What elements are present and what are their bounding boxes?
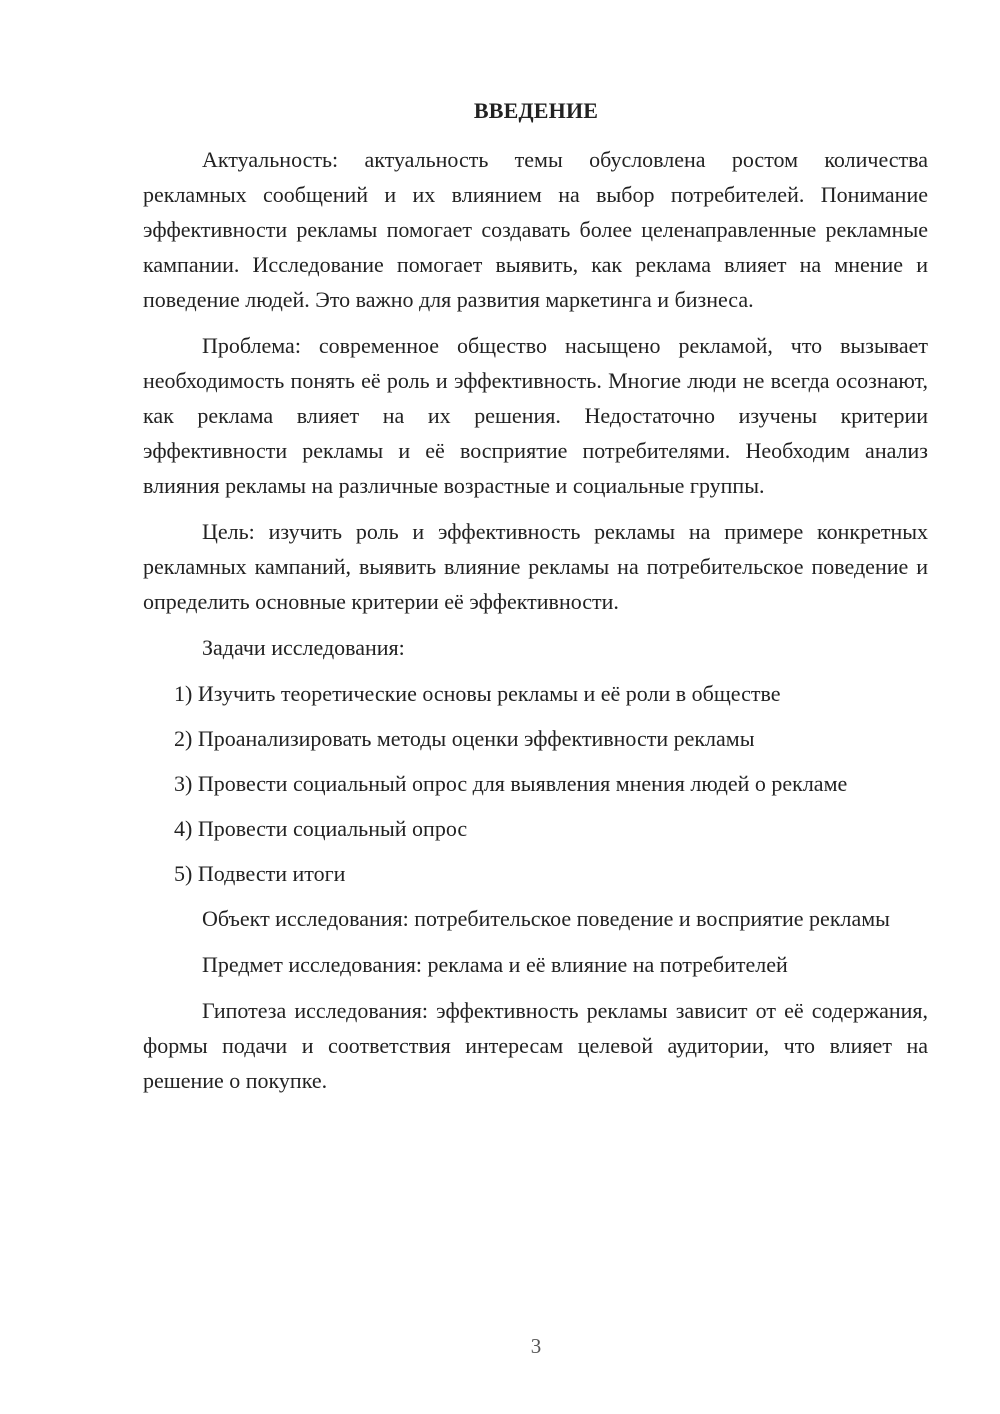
task-item-4: 4) Провести социальный опрос	[174, 816, 468, 841]
goal-paragraph: Цель: изучить роль и эффективность рекламы на примере конкретных рекламных кампаний, выявить влияние рекламы на потребительское поведение и определить основные критерии её эффективности.	[143, 519, 928, 614]
tasks-heading: Задачи исследования:	[202, 635, 405, 660]
task-item-3: 3) Провести социальный опрос для выявления мнения людей о рекламе	[174, 771, 848, 796]
document-body	[143, 142, 928, 1109]
task-item-5: 5) Подвести итоги	[174, 861, 346, 886]
subject-paragraph: Предмет исследования: реклама и её влияние на потребителей	[202, 952, 788, 977]
task-item-1: 1) Изучить теоретические основы рекламы и её роли в обществе	[174, 681, 781, 706]
object-paragraph: Объект исследования: потребительское поведение и восприятие рекламы	[202, 906, 890, 931]
problem-paragraph: Проблема: современное общество насыщено рекламой, что вызывает необходимость понять её роль и эффективность. Многие люди не всегда осознают, как реклама влияет на их решения. Недостаточно изучены критерии эффективности рекламы и её восприятие потребителями. Необходим анализ влияния рекламы на различные возрастные и социальные группы.	[143, 333, 928, 498]
page-title: ВВЕДЕНИЕ	[473, 98, 599, 123]
relevance-paragraph: Актуальность: актуальность темы обусловлена ростом количества рекламных сообщений и их влиянием на выбор потребителей. Понимание эффективности рекламы помогает создавать более целенаправленные рекламные кампании. Исследование помогает выявить, как реклама влияет на мнение и поведение людей. Это важно для развития маркетинга и бизнеса.	[143, 147, 928, 312]
hypothesis-paragraph: Гипотеза исследования: эффективность рекламы зависит от её содержания, формы подачи и соответствия интересам целевой аудитории, что влияет на решение о покупке.	[143, 998, 928, 1093]
page-number: 3	[530, 1334, 542, 1358]
task-item-2: 2) Проанализировать методы оценки эффективности рекламы	[174, 726, 755, 751]
